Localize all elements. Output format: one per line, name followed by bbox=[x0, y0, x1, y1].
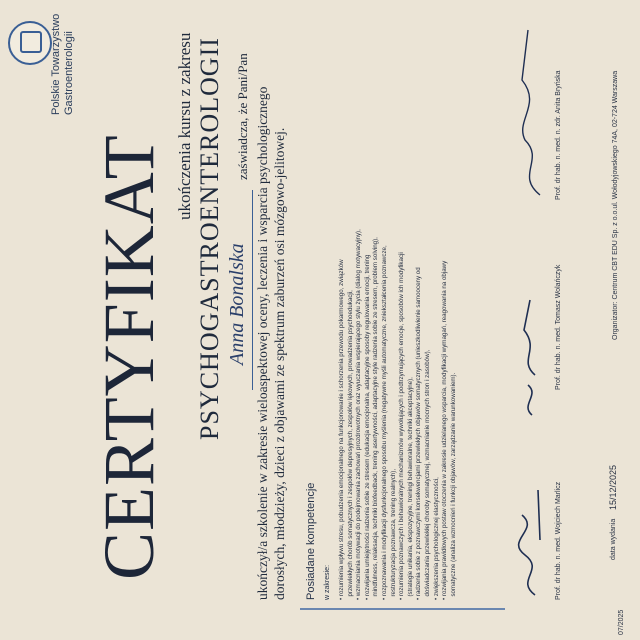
list-item: • rozumienia poznawczych i behawioralnych mechanizmów wywołujących i podtrzymujących emocje, sposobów ich modyfikacji bbox=[398, 252, 406, 600]
signature-marlicz bbox=[510, 480, 550, 600]
seal-emblem-icon bbox=[20, 31, 42, 53]
list-item: • rozwijania umiejętności radzenia sobie ze stresem (edukacja emocjonalna, adaptacyjne sposoby regulowania emocji, trening bbox=[363, 254, 371, 600]
list-item: • rozumienia wpływu stresu, pobudzenia emocjonalnego na funkcjonowanie i schorzenia przewodu pokarmowego, związków bbox=[338, 259, 345, 600]
list-item: przewlekłych chorób somatycznych i zespołów depresyjnych, zespołów lękowych, prowadzenia psychoedukacji, bbox=[346, 290, 354, 597]
signature-caption-3: Prof. dr hab. n. med. n. zdr. Anita Bryńska bbox=[555, 70, 562, 200]
course-name: PSYCHOGASTROENTEROLOGII bbox=[195, 37, 224, 440]
certificate-title: CERTYFIKAT bbox=[89, 134, 169, 580]
attest-text: zaświadcza, że Pani/Pan bbox=[235, 53, 250, 180]
list-item: • rozpoznawania i modyfikacji dysfunkcjonalnego sposobu myślenia (negatywne myśli automatyczne, zniekształcenia poznawcze, bbox=[380, 245, 388, 600]
list-item: • wzmacniania motywacji do podejmowania zachowań prozdrowotnych oraz wyuczania wspierającego stylu życia (dialog motywacyjny), bbox=[355, 229, 363, 600]
list-item: • radzenia sobie z poznawczymi konsekwencjami przewlekłych objawów somatycznych (unieszkodliwienie samooceny od bbox=[415, 267, 423, 600]
signature-wolanczyk bbox=[510, 290, 550, 420]
list-item: mindfulness, relaksacja, techniki biofeedback, trening asertywności, adaptacyjne style radzenia sobie ze stresem, problem solving), bbox=[372, 237, 380, 597]
organization-name: Polskie Towarzystwo Gastroenterologii bbox=[50, 13, 75, 115]
left-date: 07/2025 bbox=[618, 609, 625, 635]
signature-caption-2: Prof. dr hab. n. med. Tomasz Wolańczyk bbox=[555, 264, 562, 390]
description-line-2: dorosłych, młodzieży, dzieci z objawami ze spektrum zaburzeń osi mózgowo-jelitowej. bbox=[272, 127, 287, 600]
competences-intro: w zakresie: bbox=[324, 564, 331, 600]
organizer-info: Organizator: Centrum CBT EDU Sp. z o.o.ul. Wołodyjowskiego 74A, 02-724 Warszawa bbox=[612, 70, 619, 340]
society-seal-logo bbox=[8, 21, 52, 65]
list-item: restrukturyzacja poznawcza, trening realnych), bbox=[389, 468, 397, 597]
issue-date: 15/12/2025 bbox=[608, 464, 618, 510]
list-item: doświadczania przewlekłej choroby somatycznej, wzmacnianie mocnych stron i zasobów), bbox=[423, 349, 431, 597]
name-underline bbox=[252, 190, 254, 390]
competences-heading: Posiadane kompetencje bbox=[305, 482, 317, 600]
certificate-subtitle: ukończenia kursu z zakresu bbox=[175, 32, 194, 220]
list-item: (strategie unikania, ekspozycyjne, treningi behawioralne, techniki akceptacyjne), bbox=[406, 377, 414, 597]
list-item: • zwiększenia psychologicznej elastyczności, bbox=[432, 477, 440, 600]
description-line-1: ukończył/a szkolenie w zakresie wieloaspektowej oceny, leczenia i wsparcia psychologicznego bbox=[255, 86, 270, 600]
signature-caption-1: Prof. dr hab. n. med. Wojciech Marlicz bbox=[555, 481, 562, 600]
list-item: • rozwijania prawidłowych postaw otoczenia w zakresie udzielanego wsparcia, modyfikacji wymagań, reagowania na objawy bbox=[441, 260, 449, 600]
signature-brynska bbox=[510, 20, 550, 200]
recipient-name: Anna Bonalska bbox=[226, 243, 248, 365]
issue-date-label: data wydania bbox=[610, 518, 617, 560]
list-item: somatyczne (analiza wzmocnień i funkcji objawów, zarządzanie warunkowaniem). bbox=[449, 372, 457, 597]
competences-list bbox=[338, 60, 458, 600]
